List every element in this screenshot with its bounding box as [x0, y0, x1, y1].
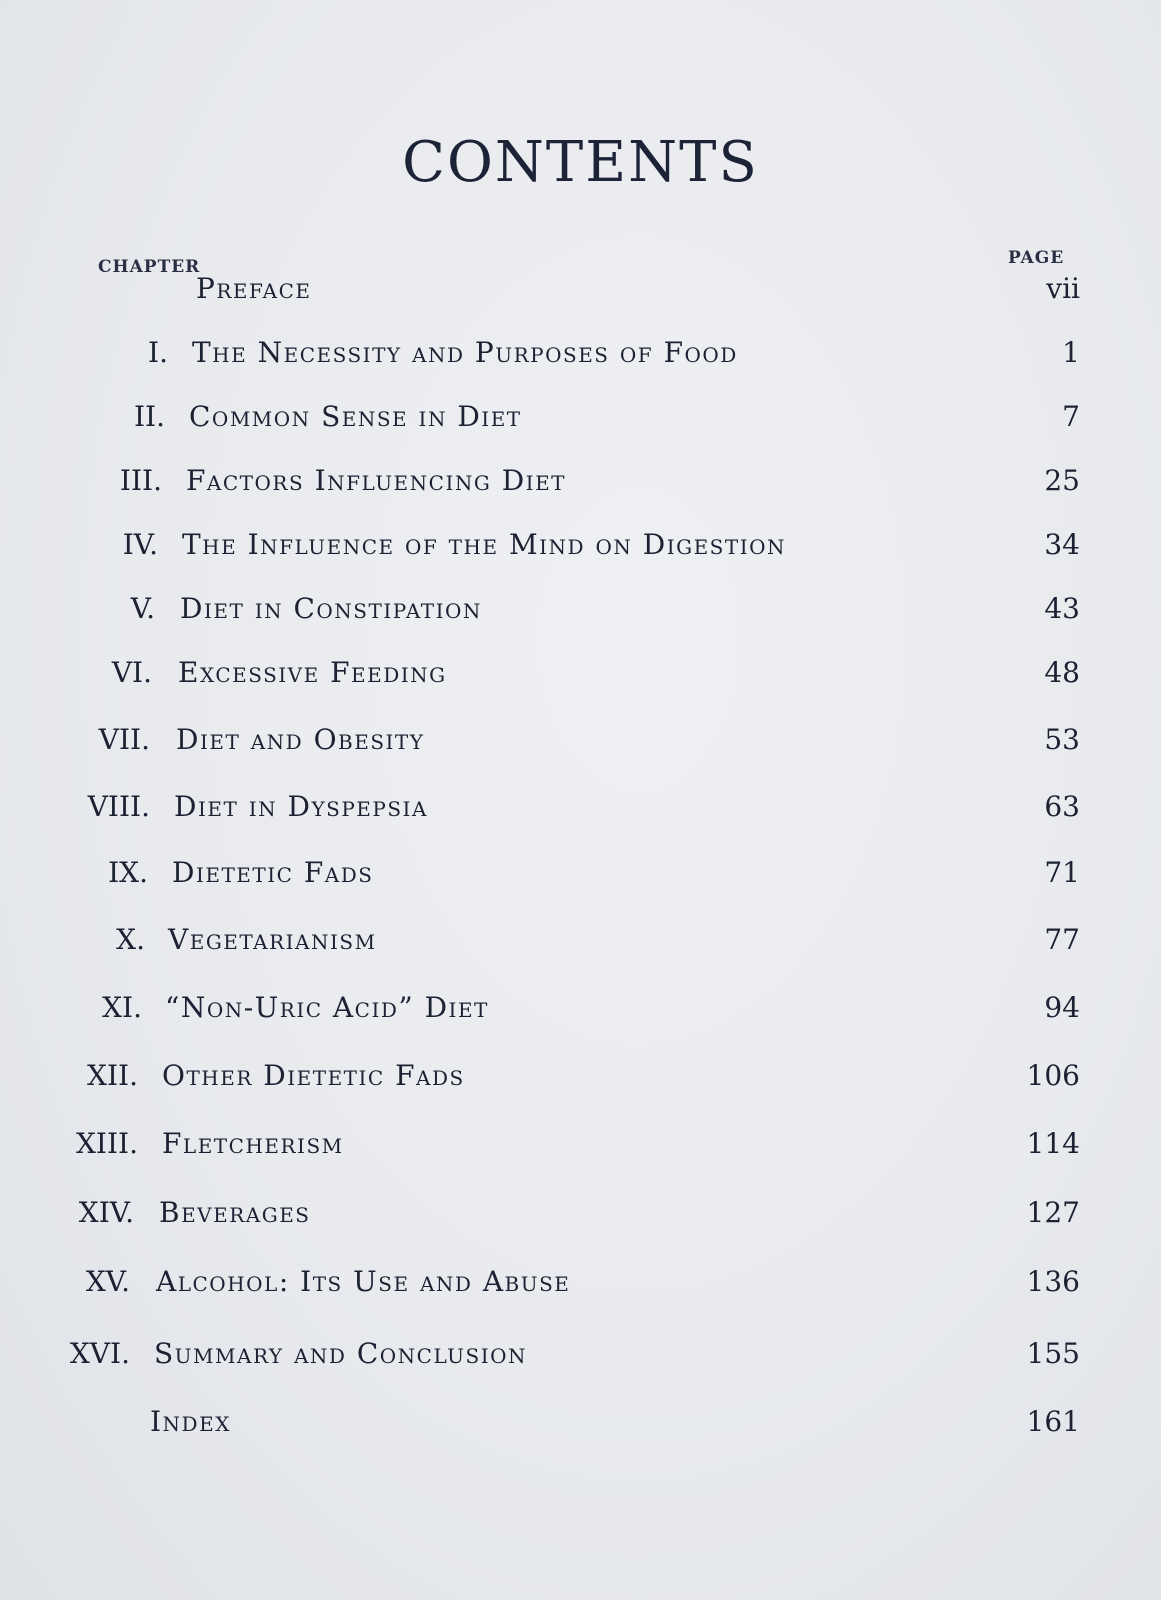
- chapter-title: Diet in Dyspepsia: [174, 790, 428, 823]
- chapter-title: Index: [150, 1405, 231, 1438]
- chapter-number: IX.: [108, 856, 148, 889]
- chapter-title: Common Sense in Diet: [189, 400, 522, 433]
- chapter-number: XII.: [87, 1059, 138, 1092]
- chapter-number: XIII.: [75, 1127, 138, 1160]
- chapter-title: Other Dietetic Fads: [162, 1059, 465, 1092]
- page-number: 136: [1026, 1265, 1080, 1298]
- page-number: vii: [1046, 272, 1080, 305]
- page-number: 1: [1062, 336, 1080, 369]
- chapter-number: III.: [119, 464, 162, 497]
- page-number: 34: [1044, 528, 1080, 561]
- chapter-number: X.: [116, 923, 145, 956]
- chapter-title: Factors Influencing Diet: [186, 464, 567, 497]
- chapter-title: Excessive Feeding: [178, 656, 447, 689]
- chapter-title: The Influence of the Mind on Digestion: [182, 528, 787, 561]
- chapter-number: V.: [130, 592, 155, 625]
- page-number: 155: [1026, 1337, 1080, 1370]
- chapter-title: Alcohol: Its Use and Abuse: [156, 1265, 571, 1298]
- page-number: 71: [1044, 856, 1080, 889]
- page-column-header: PAGE: [1008, 248, 1065, 268]
- page-number: 25: [1044, 464, 1080, 497]
- page-number: 94: [1044, 991, 1080, 1024]
- page-number: 48: [1044, 656, 1080, 689]
- chapter-number: XI.: [102, 991, 142, 1024]
- page-number: 53: [1044, 723, 1080, 756]
- page-number: 127: [1026, 1196, 1080, 1229]
- chapter-number: IV.: [122, 528, 158, 561]
- chapter-number: II.: [133, 400, 165, 433]
- chapter-title: Dietetic Fads: [172, 856, 374, 889]
- chapter-title: Summary and Conclusion: [154, 1337, 528, 1370]
- chapter-title: Vegetarianism: [168, 923, 377, 956]
- chapter-number: VI.: [111, 656, 152, 689]
- chapter-title: Beverages: [159, 1196, 311, 1229]
- chapter-title: Fletcherism: [162, 1127, 344, 1160]
- chapter-number: VII.: [98, 723, 150, 756]
- page-number: 63: [1044, 790, 1080, 823]
- page-title: CONTENTS: [402, 130, 759, 195]
- chapter-title: Diet and Obesity: [176, 723, 425, 756]
- page-number: 106: [1026, 1059, 1080, 1092]
- page-number: 7: [1062, 400, 1080, 433]
- page-number: 161: [1026, 1405, 1080, 1438]
- chapter-title: Preface: [196, 272, 312, 305]
- chapter-number: VIII.: [87, 790, 150, 823]
- chapter-number: I.: [148, 336, 168, 369]
- chapter-title: Diet in Constipation: [180, 592, 482, 625]
- chapter-title: “Non-Uric Acid” Diet: [165, 991, 489, 1024]
- chapter-number: XV.: [85, 1265, 130, 1298]
- chapter-title: The Necessity and Purposes of Food: [192, 336, 738, 369]
- chapter-column-header: CHAPTER: [98, 257, 201, 277]
- page-number: 77: [1044, 923, 1080, 956]
- chapter-number: XIV.: [78, 1196, 134, 1229]
- page-number: 43: [1044, 592, 1080, 625]
- chapter-number: XVI.: [69, 1337, 130, 1370]
- page-number: 114: [1026, 1127, 1080, 1160]
